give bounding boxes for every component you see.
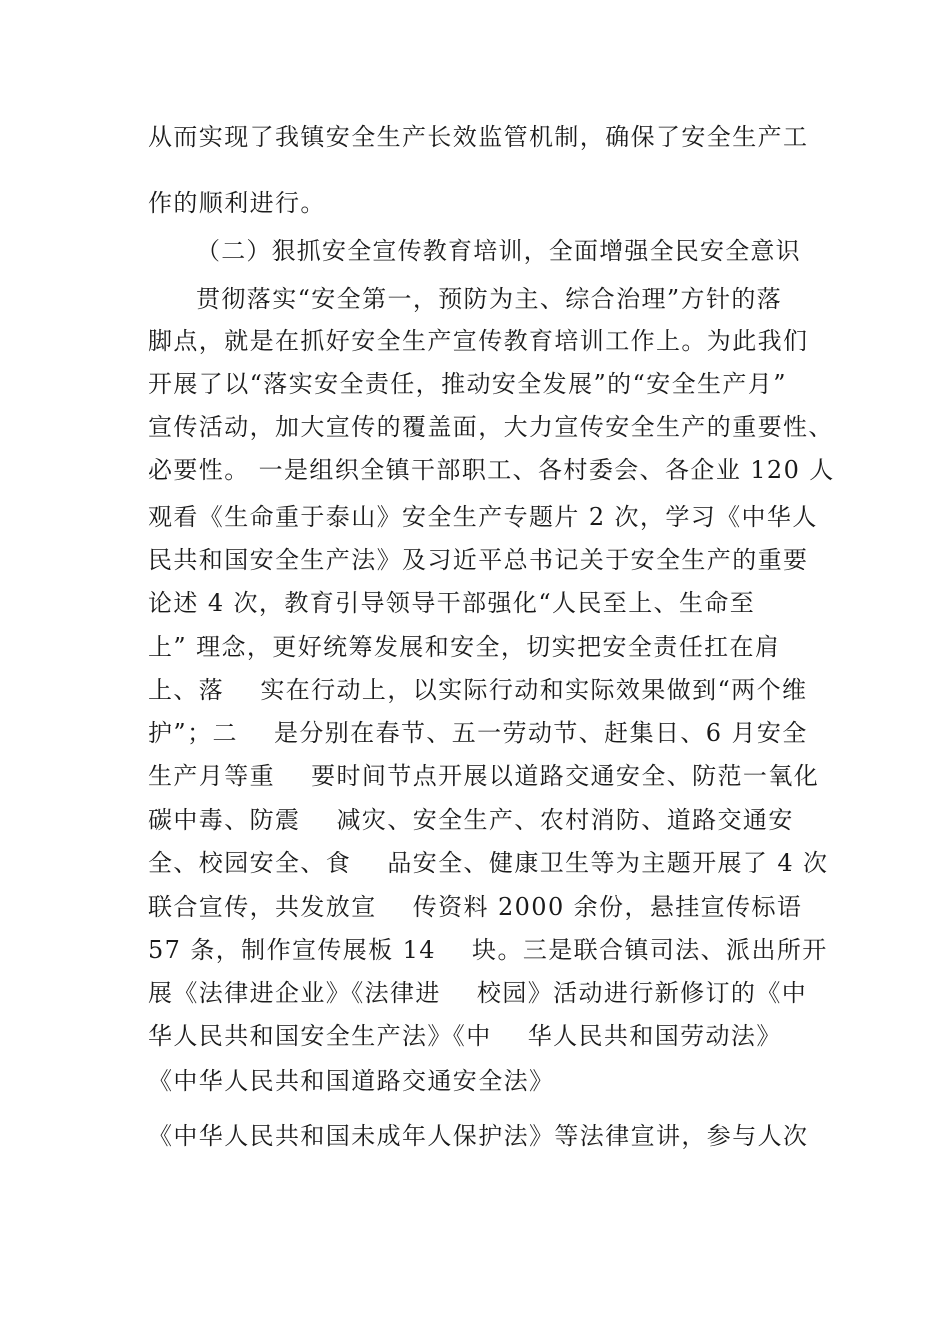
body-text-line: 展《法律进企业》《法律进 校园》活动进行新修订的《中 xyxy=(148,979,808,1007)
body-text-line: 生产月等重 要时间节点开展以道路交通安全、防范一氧化 xyxy=(148,762,820,790)
body-text-line: 宣传活动，加大宣传的覆盖面，大力宣传安全生产的重要性、 xyxy=(148,413,834,441)
body-text-line: 民共和国安全生产法》及习近平总书记关于安全生产的重要 xyxy=(148,546,809,574)
body-text-line: 观看《生命重于泰山》安全生产专题片 2 次，学习《中华人 xyxy=(148,503,818,531)
body-text-line: 从而实现了我镇安全生产长效监管机制，确保了安全生产工 xyxy=(148,123,809,151)
body-text-line: 《中华人民共和国道路交通安全法》 xyxy=(148,1067,555,1095)
body-text-line: 贯彻落实“安全第一，预防为主、综合治理”方针的落 xyxy=(196,285,783,313)
body-text-line: 上” 理念，更好统筹发展和安全，切实把安全责任扛在肩 xyxy=(148,633,781,661)
body-text-line: 作的顺利进行。 xyxy=(148,189,326,217)
body-text-line: 全、校园安全、食 品安全、健康卫生等为主题开展了 4 次 xyxy=(148,849,829,877)
body-text-line: 脚点，就是在抓好安全生产宣传教育培训工作上。为此我们 xyxy=(148,327,809,355)
body-text-line: 必要性。 一是组织全镇干部职工、各村委会、各企业 120 人 xyxy=(148,456,835,484)
body-text-line: 上、落 实在行动上，以实际行动和实际效果做到“两个维 xyxy=(148,676,808,704)
section-heading: （二）狠抓安全宣传教育培训，全面增强全民安全意识 xyxy=(196,237,801,265)
body-text-line: 开展了以“落实安全责任，推动安全发展”的“安全生产月” xyxy=(148,370,787,398)
body-text-line: 华人民共和国安全生产法》《中 华人民共和国劳动法》 xyxy=(148,1022,782,1050)
body-text-line: 护”；二 是分别在春节、五一劳动节、赶集日、6 月安全 xyxy=(148,719,808,747)
body-text-line: 碳中毒、防震 减灾、安全生产、农村消防、道路交通安 xyxy=(148,806,794,834)
body-text-line: 联合宣传，共发放宣 传资料 2000 余份，悬挂宣传标语 xyxy=(148,893,803,921)
body-text-line: 《中华人民共和国未成年人保护法》等法律宣讲，参与人次 xyxy=(148,1122,809,1150)
body-text-line: 论述 4 次，教育引导领导干部强化“人民至上、生命至 xyxy=(148,589,756,617)
body-text-line: 57 条，制作宣传展板 14 块。三是联合镇司法、派出所开 xyxy=(148,936,828,964)
